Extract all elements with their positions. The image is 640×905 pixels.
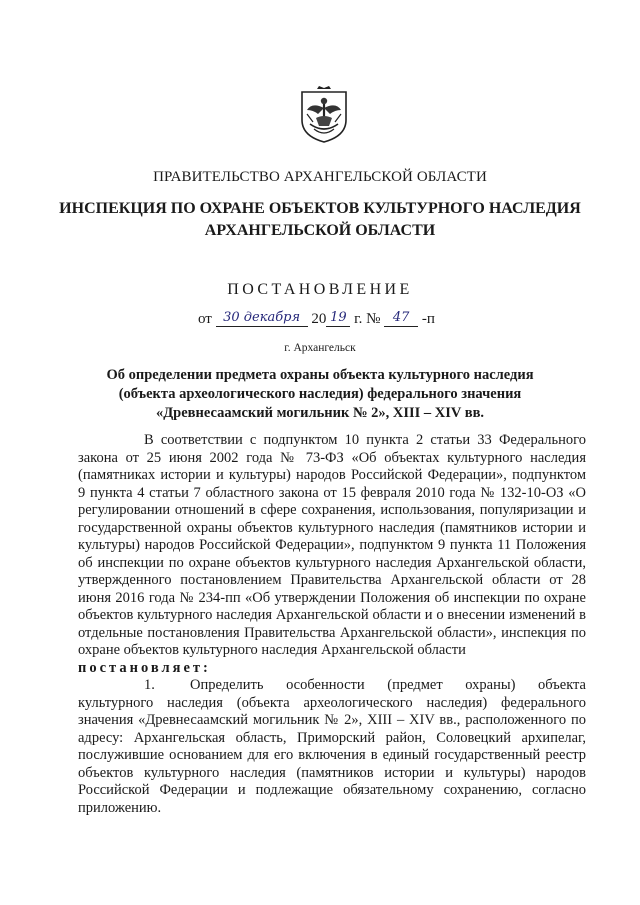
preamble-paragraph: В соответствии с подпунктом 10 пункта 2 статьи 33 Федерального закона от 25 июня 2002 года № 73-ФЗ «Об объектах культурного наследия (памятниках истории и культуры) народов Российской Федерации», подпунктом 9 пункта 4 статьи 7 областного закона от 15 февраля 2010 года № 132-10-ОЗ «О регулировании отношений в сфере сохранения, использования, популяризации и государственной охраны объектов культурного наследия (памятников истории и культуры) народов Российской Федерации», подпунктом 9 пункта 11 Положения об инспекции по охране объектов культурного наследия Архангельской области, утвержденного постановлением Правительства Архангельской области от 28 июня 2016 года № 234-пп «Об утверждении Положения об инспекции по охране объектов культурного наследия Архангельской области и о внесении изменений в отдельные постановления Правительства Архангельской области», инспекция по охране объектов культурного наследия Архангельской области <box>78 432 586 658</box>
year-handwritten: 19 <box>330 310 347 325</box>
item-1-number: 1. <box>144 677 155 693</box>
date-number-line <box>198 311 435 328</box>
date-handwritten: 30 декабря <box>223 310 301 325</box>
decree-paragraph <box>78 660 586 678</box>
number-label: г. № <box>354 311 381 327</box>
date-field <box>216 311 308 327</box>
item-1-text: Определить особенности (предмет охраны) объекта культурного наследия (объекта археологического наследия) федерального значения «Древнесаамский могильник № 2», XIII – XIV вв., расположенного по адресу: Архангельская область, Приморский район, Соловецкий архипелаг, послужившие основанием для его включения в единый государственный реестр объектов культурного наследия (памятников истории и культуры) народов Российской Федерации и подлежащие обязательному сохранению, согласно приложению. <box>78 677 586 816</box>
number-handwritten: 47 <box>392 310 410 325</box>
inspection-title-line2: АРХАНГЕЛЬСКОЙ ОБЛАСТИ <box>204 222 436 239</box>
year-prefix: 20 <box>311 311 327 327</box>
decree-word: постановляет: <box>78 659 211 676</box>
subject-line2: (объекта археологического наследия) федерального значения <box>118 386 522 402</box>
subject-line1: Об определении предмета охраны объекта культурного наследия <box>106 367 534 383</box>
government-title: ПРАВИТЕЛЬСТВО АРХАНГЕЛЬСКОЙ ОБЛАСТИ <box>153 169 487 185</box>
number-suffix: -п <box>421 311 435 327</box>
document-subject <box>0 366 640 423</box>
document-type: ПОСТАНОВЛЕНИЕ <box>227 281 413 298</box>
item-1-paragraph <box>78 677 586 817</box>
number-field <box>384 311 418 327</box>
inspection-title-line1: ИНСПЕКЦИЯ ПО ОХРАНЕ ОБЪЕКТОВ КУЛЬТУРНОГО НАСЛЕДИЯ <box>59 200 581 217</box>
coat-of-arms-icon <box>298 86 350 144</box>
city-label: г. Архангельск <box>284 342 356 354</box>
inspection-title <box>0 198 640 242</box>
year-field <box>326 311 350 327</box>
subject-line3: «Древнесаамский могильник № 2», XIII – XIV вв. <box>155 405 485 421</box>
date-prefix: от <box>198 311 212 327</box>
document-body <box>78 432 586 817</box>
